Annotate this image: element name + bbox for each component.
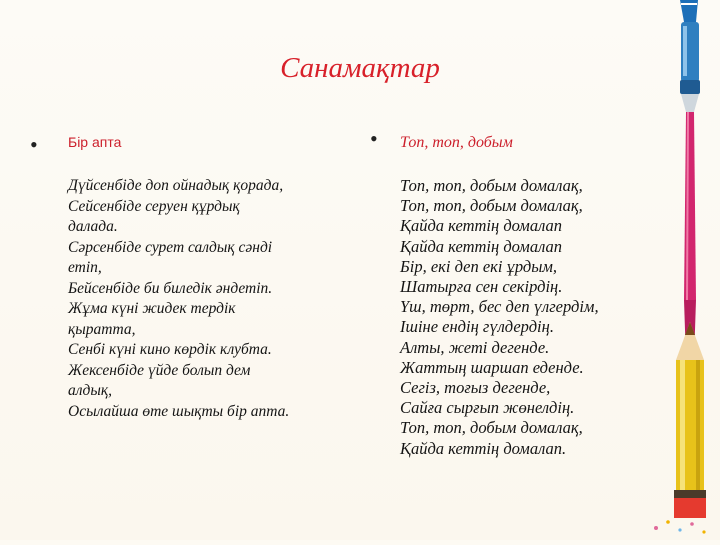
poem-line: Сайға сырғып жөнелдің. xyxy=(400,398,575,418)
poem-line: Сенбі күні кино көрдік клубта. xyxy=(68,341,272,358)
poem-left-heading: Бір апта xyxy=(68,134,122,150)
poem-line: Жексенбіде үйде болып дем xyxy=(68,361,251,379)
poem-line: Сегіз, тоғыз дегенде, xyxy=(400,378,551,398)
poem-line: Осылайша өте шықты бір апта. xyxy=(68,402,290,420)
poem-line: қыратта, xyxy=(68,320,136,338)
poem-line: Бейсенбіде би биледік әндетіп. xyxy=(68,279,273,297)
poem-line: Ішіне ендің гүлдердің. xyxy=(400,317,554,337)
sparkle-decor xyxy=(636,510,720,540)
poem-line: Сейсенбіде серуен құрдық xyxy=(68,197,240,215)
poem-line: Жұма күні жидек тердік xyxy=(68,300,236,317)
poem-line: етіп, xyxy=(68,259,102,276)
poem-line: Үш, төрт, бес деп үлгердім, xyxy=(400,297,599,317)
poem-line: Жаттың шаршап еденде. xyxy=(400,357,584,377)
poem-line: Қайда кеттің домалап xyxy=(400,216,562,236)
poem-right-heading: Топ, топ, добым xyxy=(400,134,513,151)
poem-line: Топ, топ, добым домалақ, xyxy=(400,418,583,438)
poem-line: далада. xyxy=(68,218,118,235)
poem-right-body xyxy=(400,176,690,459)
decor-svg xyxy=(650,0,720,540)
bullet-left: • xyxy=(30,132,38,157)
poem-line: Топ, топ, добым домалақ, xyxy=(400,196,583,216)
pencil-icon xyxy=(674,322,706,518)
poem-line: Қайда кеттің домалап xyxy=(400,236,562,256)
poem-line: Дүйсенбіде доп ойнадық қорада, xyxy=(68,177,284,194)
sparkle-icon xyxy=(636,510,720,540)
poem-line: Шатырға сен секірдің. xyxy=(400,277,563,297)
poem-left-body xyxy=(68,176,358,422)
poem-line: алдық, xyxy=(68,382,112,399)
bullet-right: • xyxy=(370,126,378,151)
poem-line: Бір, екі деп екі ұрдым, xyxy=(400,256,558,276)
poem-line: Топ, топ, добым домалақ, xyxy=(400,176,583,195)
poem-line: Сәрсенбіде сурет салдық сәнді xyxy=(68,238,273,256)
paintbrush-icon xyxy=(680,0,700,360)
decor-art xyxy=(650,0,720,540)
page-title: Санамақтар xyxy=(280,52,440,84)
poem-line: Алты, жеті дегенде. xyxy=(400,337,550,357)
poem-line: Қайда кеттің домалап. xyxy=(400,438,567,458)
